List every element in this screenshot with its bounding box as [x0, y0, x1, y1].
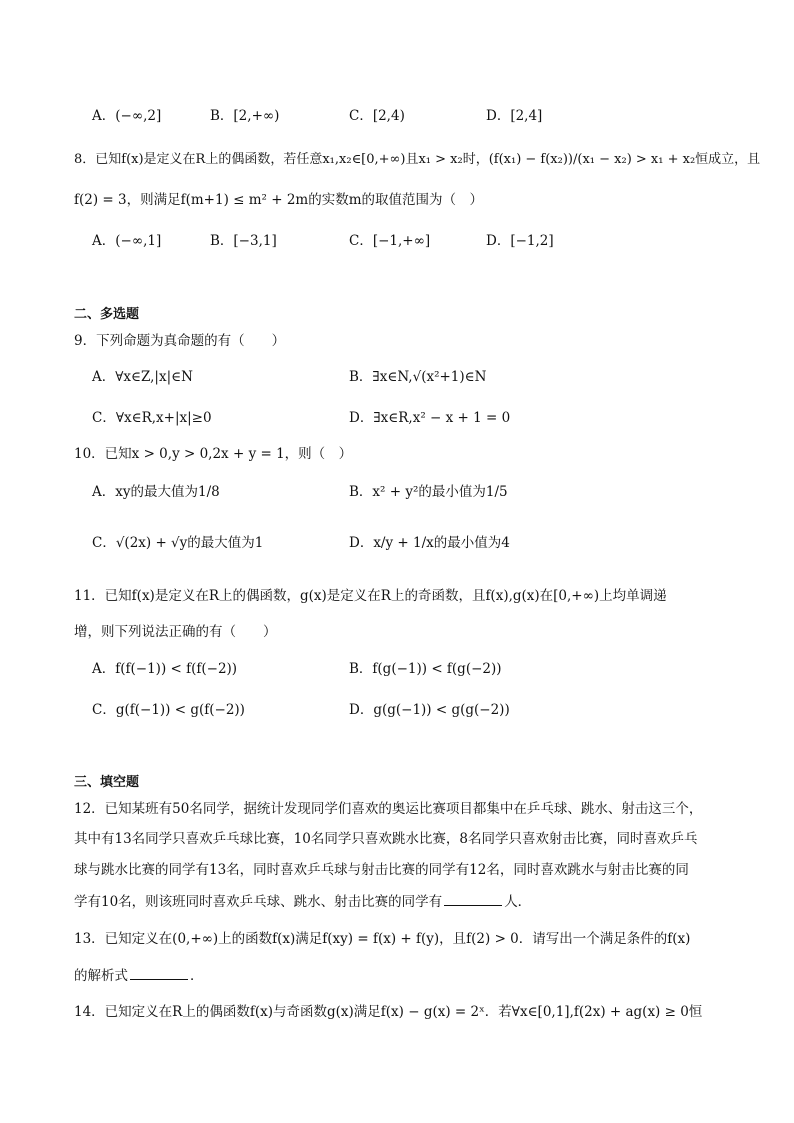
q7-option-d: D．[2,4] [486, 108, 543, 124]
q9-option-d: D．∃x∈R,x² − x + 1 = 0 [349, 410, 511, 426]
q8-stem-line1: 8．已知f(x)是定义在R上的偶函数，若任意x₁,x₂∈[0,+∞)且x₁ > x₂时，(f(x₁) − f(x₂))/(x₁ − x₂) > x₁ + x₂恒成立，且 [74, 152, 761, 167]
q8-stem-line2: f(2) = 3，则满足f(m+1) ≤ m² + 2m的实数m的取值范围为（ ） [74, 192, 484, 208]
q12-stem-line4 [74, 891, 531, 912]
q10-option-d: D．x/y + 1/x的最小值为4 [349, 535, 510, 551]
q9-option-a: A．∀x∈Z,|x|∈N [92, 369, 193, 385]
q11-option-b: B．f(g(−1)) < f(g(−2)) [349, 661, 502, 677]
q7-option-b: B．[2,+∞) [210, 108, 280, 124]
q9-option-b: B．∃x∈N,√(x²+1)∈N [349, 369, 487, 385]
q10-option-c: C．√(2x) + √y的最大值为1 [92, 535, 264, 551]
q13-answer-blank[interactable] [130, 965, 188, 980]
q10-stem: 10．已知x > 0,y > 0,2x + y = 1，则（ ） [74, 446, 353, 462]
section-heading-multiple-choice: 二、多选题 [74, 307, 140, 322]
q12-answer-blank[interactable] [444, 891, 502, 906]
q11-option-d: D．g(g(−1)) < g(g(−2)) [349, 702, 510, 718]
q8-option-b: B．[−3,1] [210, 233, 277, 249]
q10-option-b: B．x² + y²的最小值为1/5 [349, 484, 508, 500]
q11-option-c: C．g(f(−1)) < g(f(−2)) [92, 702, 245, 718]
q8-option-d: D．[−1,2] [486, 233, 554, 249]
q13-stem-line1: 13．已知定义在(0,+∞)上的函数f(x)满足f(xy) = f(x) + f(y)，且f(2) > 0．请写出一个满足条件的f(x) [74, 931, 691, 947]
q8-option-c: C．[−1,+∞] [349, 233, 431, 249]
q12-line4-suffix: 人． [504, 894, 532, 910]
q11-stem-line2: 增，则下列说法正确的有（ ） [74, 624, 277, 640]
q12-stem-line3: 球与跳水比赛的同学有13名，同时喜欢乒乓球与射击比赛的同学有12名，同时喜欢跳水与射击比赛的同 [74, 862, 689, 878]
q13-stem-line2 [74, 965, 204, 986]
q9-stem: 9．下列命题为真命题的有（ ） [74, 333, 286, 349]
q11-stem-line1: 11．已知f(x)是定义在R上的偶函数，g(x)是定义在R上的奇函数，且f(x),g(x)在[0,+∞)上均单调递 [74, 588, 667, 604]
q13-line2-text: 的解析式 [74, 968, 128, 984]
q12-stem-line2: 其中有13名同学只喜欢乒乓球比赛，10名同学只喜欢跳水比赛，8名同学只喜欢射击比赛，同时喜欢乒乓 [74, 831, 698, 847]
section-heading-fill-in: 三、填空题 [74, 775, 140, 790]
q10-option-a: A．xy的最大值为1/8 [92, 484, 220, 500]
q12-line4-text: 学有10名，则该班同时喜欢乒乓球、跳水、射击比赛的同学有 [74, 894, 443, 910]
q11-option-a: A．f(f(−1)) < f(f(−2)) [92, 661, 238, 677]
q7-option-c: C．[2,4) [349, 108, 405, 124]
q13-line2-suffix: ． [190, 968, 204, 984]
q8-option-a: A．(−∞,1] [92, 233, 162, 249]
q12-stem-line1: 12．已知某班有50名同学，据统计发现同学们喜欢的奥运比赛项目都集中在乒乓球、跳水、射击这三个， [74, 801, 703, 817]
q14-stem-line1: 14．已知定义在R上的偶函数f(x)与奇函数g(x)满足f(x) − g(x) = 2ˣ．若∀x∈[0,1],f(2x) + ag(x) ≥ 0恒 [74, 1004, 703, 1020]
q9-option-c: C．∀x∈R,x+|x|≥0 [92, 410, 212, 426]
q7-option-a: A．(−∞,2] [92, 108, 162, 124]
